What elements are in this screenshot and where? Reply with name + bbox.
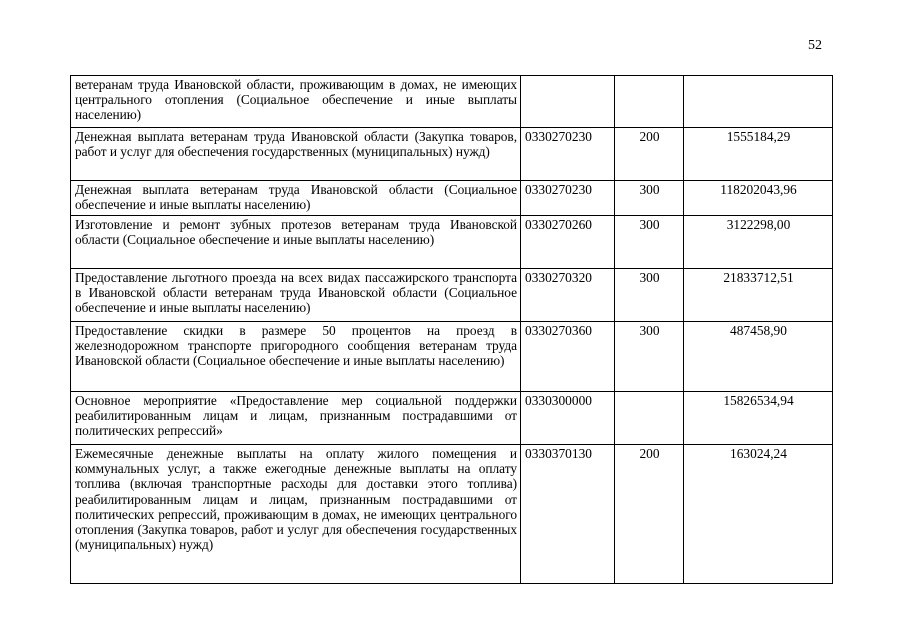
row-target-code: 0330270260: [521, 216, 615, 269]
budget-table: [70, 75, 833, 584]
row-amount: 15826534,94: [684, 392, 833, 445]
row-target-code: 0330270320: [521, 269, 615, 322]
row-amount: 163024,24: [684, 445, 833, 584]
row-amount: 118202043,96: [684, 181, 833, 216]
table-row: [71, 322, 833, 392]
table-row: [71, 445, 833, 584]
row-expense-type: [615, 76, 684, 128]
table-row: [71, 181, 833, 216]
row-description: Денежная выплата ветеранам труда Ивановской области (Социальное обеспечение и иные выплаты населению): [71, 181, 521, 216]
table-row: [71, 216, 833, 269]
table-row: [71, 76, 833, 128]
row-amount: 487458,90: [684, 322, 833, 392]
table-row: [71, 128, 833, 181]
row-target-code: [521, 76, 615, 128]
row-expense-type: 300: [615, 181, 684, 216]
row-description: Предоставление скидки в размере 50 процентов на проезд в железнодорожном транспорте пригородного сообщения ветеранам труда Ивановской области (Социальное обеспечение и иные выплаты населению): [71, 322, 521, 392]
row-expense-type: 300: [615, 322, 684, 392]
page-number: 52: [808, 38, 822, 53]
row-amount: 3122298,00: [684, 216, 833, 269]
row-target-code: 0330270360: [521, 322, 615, 392]
row-expense-type: [615, 392, 684, 445]
row-amount: 1555184,29: [684, 128, 833, 181]
row-description: Денежная выплата ветеранам труда Ивановской области (Закупка товаров, работ и услуг для обеспечения государственных (муниципальных) нужд): [71, 128, 521, 181]
row-amount: [684, 76, 833, 128]
row-target-code: 0330300000: [521, 392, 615, 445]
table-row: [71, 392, 833, 445]
row-target-code: 0330270230: [521, 181, 615, 216]
row-expense-type: 300: [615, 216, 684, 269]
row-description: Основное мероприятие «Предоставление мер социальной поддержки реабилитированным лицам и лицам, признанным пострадавшими от политических репрессий»: [71, 392, 521, 445]
row-description: Предоставление льготного проезда на всех видах пассажирского транспорта в Ивановской области ветеранам труда Ивановской области (Социальное обеспечение и иные выплаты населению): [71, 269, 521, 322]
row-description: Изготовление и ремонт зубных протезов ветеранам труда Ивановской области (Социальное обеспечение и иные выплаты населению): [71, 216, 521, 269]
row-description: ветеранам труда Ивановской области, проживающим в домах, не имеющих центрального отопления (Социальное обеспечение и иные выплаты населению): [71, 76, 521, 128]
row-description: Ежемесячные денежные выплаты на оплату жилого помещения и коммунальных услуг, а также ежегодные денежные выплаты на оплату топлива (включая транспортные расходы для доставки этого топлива) реабилитированным лицам и лицам, признанным пострадавшими от политических репрессий, проживающим в домах, не имеющих центрального отопления (Закупка товаров, работ и услуг для обеспечения государственных (муниципальных) нужд): [71, 445, 521, 584]
row-amount: 21833712,51: [684, 269, 833, 322]
row-target-code: 0330270230: [521, 128, 615, 181]
row-expense-type: 200: [615, 445, 684, 584]
table-row: [71, 269, 833, 322]
row-target-code: 0330370130: [521, 445, 615, 584]
row-expense-type: 300: [615, 269, 684, 322]
row-expense-type: 200: [615, 128, 684, 181]
